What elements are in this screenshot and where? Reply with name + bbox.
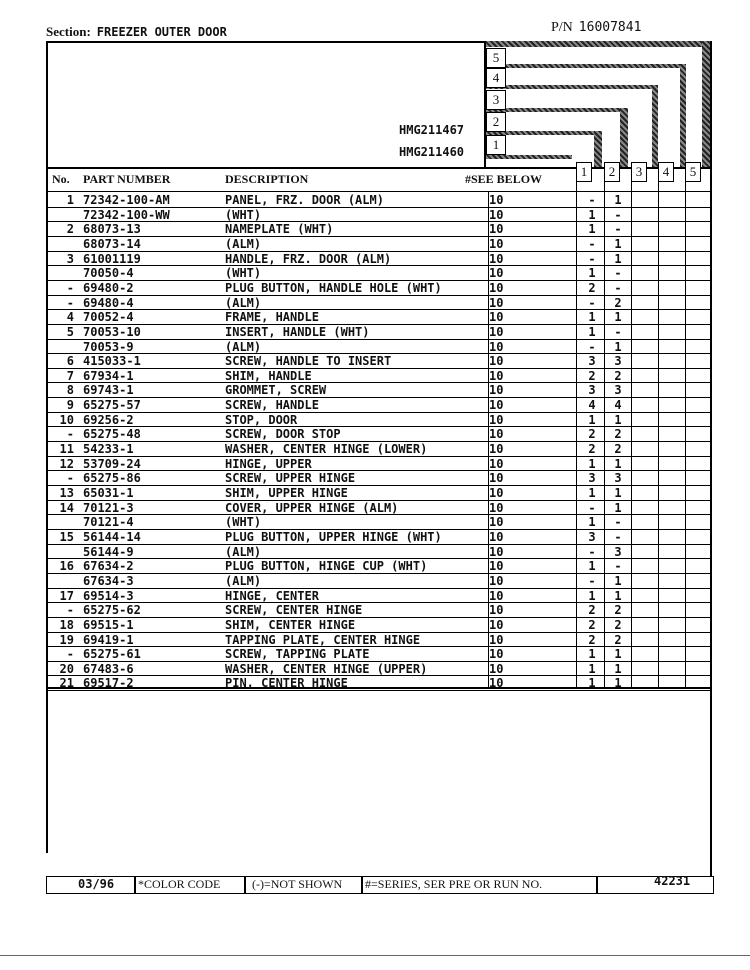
row-part-number: 70050-4 <box>83 266 134 281</box>
section-title <box>46 24 227 40</box>
row-part-number: 69743-1 <box>83 383 134 398</box>
row-description: SCREW, HANDLE TO INSERT <box>225 354 392 369</box>
row-number: 19 <box>59 632 74 647</box>
row-model-2-qty: 1 <box>614 573 622 588</box>
row-see-below: 10 <box>489 354 504 369</box>
row-see-below: 10 <box>489 617 504 632</box>
row-description: PLUG BUTTON, HANDLE HOLE (WHT) <box>225 280 442 295</box>
row-model-2-qty: 1 <box>614 412 622 427</box>
row-model-1-qty: 1 <box>588 207 596 222</box>
row-part-number: 65275-62 <box>83 603 141 618</box>
row-part-number: 70053-10 <box>83 324 141 339</box>
row-description: PANEL, FRZ. DOOR (ALM) <box>225 193 384 207</box>
row-description: COVER, UPPER HINGE (ALM) <box>225 500 399 515</box>
row-model-1-qty: - <box>588 295 596 310</box>
row-see-below: 10 <box>489 251 504 266</box>
row-model-2-qty: 1 <box>614 339 622 354</box>
row-description: SCREW, CENTER HINGE <box>225 603 363 618</box>
row-separator <box>46 675 710 676</box>
footer-doc-number: 42231 <box>654 874 691 888</box>
row-part-number: 68073-13 <box>83 222 141 237</box>
row-see-below: 10 <box>489 442 504 457</box>
column-box-1: 1 <box>576 162 592 182</box>
row-separator <box>46 382 710 383</box>
row-part-number: 54233-1 <box>83 442 134 457</box>
row-see-below: 10 <box>489 193 504 207</box>
row-see-below: 10 <box>489 295 504 310</box>
row-model-2-qty: 3 <box>614 354 622 369</box>
row-part-number: 65275-86 <box>83 471 141 486</box>
row-number: - <box>66 471 74 486</box>
row-model-2-qty: 1 <box>614 310 622 325</box>
row-see-below: 10 <box>489 456 504 471</box>
row-number: 10 <box>59 412 74 427</box>
row-see-below: 10 <box>489 500 504 515</box>
row-part-number: 67634-2 <box>83 559 134 574</box>
row-model-1-qty: 3 <box>588 354 596 369</box>
row-number: 18 <box>59 617 74 632</box>
row-model-1-qty: 1 <box>588 588 596 603</box>
header-no: No. <box>52 172 70 186</box>
row-part-number: 72342-100-AM <box>83 193 170 207</box>
row-part-number: 61001119 <box>83 251 141 266</box>
row-model-1-qty: 3 <box>588 383 596 398</box>
row-part-number: 56144-9 <box>83 544 134 559</box>
row-description: SCREW, HANDLE <box>225 398 319 413</box>
row-description: PLUG BUTTON, HINGE CUP (WHT) <box>225 559 428 574</box>
row-part-number: 69515-1 <box>83 617 134 632</box>
row-separator <box>46 368 710 369</box>
row-separator <box>46 485 710 486</box>
row-description: (ALM) <box>225 544 262 559</box>
row-see-below: 10 <box>489 603 504 618</box>
row-see-below: 10 <box>489 647 504 662</box>
row-description: SHIM, HANDLE <box>225 368 312 383</box>
row-see-below: 10 <box>489 588 504 603</box>
footer-series: #=SERIES, SER PRE OR RUN NO. <box>365 877 543 891</box>
footer-divider-1 <box>134 876 136 894</box>
section-label: Section: <box>46 24 91 39</box>
row-see-below: 10 <box>489 573 504 588</box>
row-model-2-qty: - <box>614 207 622 222</box>
footer-color-code: *COLOR CODE <box>138 877 221 891</box>
row-part-number: 65275-48 <box>83 427 141 442</box>
row-model-1-qty: 3 <box>588 529 596 544</box>
row-see-below: 10 <box>489 529 504 544</box>
row-see-below: 10 <box>489 280 504 295</box>
column-box-4: 4 <box>658 162 674 182</box>
row-part-number: 67483-6 <box>83 661 134 676</box>
row-model-2-qty: 1 <box>614 647 622 662</box>
column-box-2: 2 <box>604 162 620 182</box>
row-separator <box>46 265 710 266</box>
row-see-below: 10 <box>489 324 504 339</box>
footer-divider-2 <box>244 876 246 894</box>
model-stair-2v <box>620 108 628 167</box>
row-model-2-qty: 1 <box>614 236 622 251</box>
row-model-1-qty: 1 <box>588 647 596 662</box>
row-separator <box>46 456 710 457</box>
row-description: (WHT) <box>225 266 262 281</box>
row-part-number: 70053-9 <box>83 339 134 354</box>
row-see-below: 10 <box>489 339 504 354</box>
row-see-below: 10 <box>489 383 504 398</box>
row-part-number: 67634-3 <box>83 573 134 588</box>
row-model-2-qty: 2 <box>614 427 622 442</box>
row-description: PLUG BUTTON, UPPER HINGE (WHT) <box>225 529 442 544</box>
row-description: (ALM) <box>225 295 262 310</box>
row-separator <box>46 573 710 574</box>
row-model-2-qty: - <box>614 515 622 530</box>
row-number: 6 <box>66 354 74 369</box>
row-model-1-qty: 2 <box>588 368 596 383</box>
row-separator <box>46 544 710 545</box>
row-model-2-qty: 1 <box>614 456 622 471</box>
row-model-2-qty: 4 <box>614 398 622 413</box>
row-model-2-qty: 1 <box>614 193 622 207</box>
row-description: PIN, CENTER HINGE <box>225 676 348 691</box>
row-model-1-qty: 1 <box>588 486 596 500</box>
row-number: 7 <box>66 368 74 383</box>
row-number: 16 <box>59 559 74 574</box>
row-description: (ALM) <box>225 573 262 588</box>
row-model-2-qty: 1 <box>614 486 622 500</box>
row-number: 13 <box>59 486 74 500</box>
row-model-1-qty: - <box>588 251 596 266</box>
row-separator <box>46 470 710 471</box>
row-description: HINGE, CENTER <box>225 588 319 603</box>
row-description: SCREW, UPPER HINGE <box>225 471 356 486</box>
row-see-below: 10 <box>489 515 504 530</box>
row-see-below: 10 <box>489 471 504 486</box>
row-model-2-qty: 2 <box>614 442 622 457</box>
row-model-2-qty: 1 <box>614 661 622 676</box>
column-box-3: 3 <box>631 162 647 182</box>
model-box-4: 4 <box>486 68 506 88</box>
row-model-1-qty: 2 <box>588 617 596 632</box>
row-model-1-qty: 1 <box>588 222 596 237</box>
row-part-number: 69256-2 <box>83 412 134 427</box>
footer-divider-4 <box>596 876 598 894</box>
model-stair-1v <box>594 131 602 167</box>
row-separator <box>46 295 710 296</box>
row-model-2-qty: - <box>614 280 622 295</box>
row-part-number: 67934-1 <box>83 368 134 383</box>
row-number: 8 <box>66 383 74 398</box>
row-separator <box>46 221 710 222</box>
row-part-number: 70121-3 <box>83 500 134 515</box>
row-see-below: 10 <box>489 486 504 500</box>
row-number: 20 <box>59 661 74 676</box>
row-model-2-qty: - <box>614 222 622 237</box>
row-description: (WHT) <box>225 515 262 530</box>
row-model-2-qty: - <box>614 266 622 281</box>
row-number: - <box>66 280 74 295</box>
row-number: 3 <box>66 251 74 266</box>
row-model-1-qty: 1 <box>588 310 596 325</box>
row-model-1-qty: 2 <box>588 442 596 457</box>
row-separator <box>46 588 710 589</box>
row-separator <box>46 602 710 603</box>
row-number: - <box>66 647 74 662</box>
row-model-1-qty: 1 <box>588 676 596 691</box>
row-part-number: 70052-4 <box>83 310 134 325</box>
row-model-2-qty: 1 <box>614 588 622 603</box>
row-description: (WHT) <box>225 207 262 222</box>
row-model-1-qty: 1 <box>588 266 596 281</box>
row-model-1-qty: - <box>588 236 596 251</box>
row-description: (ALM) <box>225 236 262 251</box>
row-number: 4 <box>66 310 74 325</box>
row-separator <box>46 690 710 691</box>
row-model-1-qty: - <box>588 193 596 207</box>
row-model-1-qty: 1 <box>588 661 596 676</box>
row-model-1-qty: - <box>588 339 596 354</box>
row-number: - <box>66 603 74 618</box>
row-model-2-qty: 1 <box>614 500 622 515</box>
footer-date: 03/96 <box>78 877 115 891</box>
row-description: SHIM, CENTER HINGE <box>225 617 356 632</box>
row-see-below: 10 <box>489 661 504 676</box>
row-see-below: 10 <box>489 310 504 325</box>
row-separator <box>46 236 710 237</box>
row-description: WASHER, CENTER HINGE (UPPER) <box>225 661 428 676</box>
header-description: DESCRIPTION <box>225 172 309 186</box>
model-stair-3 <box>484 85 656 89</box>
row-see-below: 10 <box>489 222 504 237</box>
row-model-2-qty: - <box>614 559 622 574</box>
row-model-1-qty: 3 <box>588 471 596 486</box>
row-number: 12 <box>59 456 74 471</box>
header-bottom <box>46 191 710 192</box>
row-separator <box>46 426 710 427</box>
row-see-below: 10 <box>489 266 504 281</box>
row-part-number: 65275-57 <box>83 398 141 413</box>
row-description: FRAME, HANDLE <box>225 310 319 325</box>
row-description: SCREW, TAPPING PLATE <box>225 647 370 662</box>
model-box-2: 2 <box>486 112 506 132</box>
row-part-number: 72342-100-WW <box>83 207 170 222</box>
row-separator <box>46 339 710 340</box>
row-model-2-qty: - <box>614 529 622 544</box>
model-stair-3v <box>652 85 658 167</box>
row-number: - <box>66 427 74 442</box>
row-model-2-qty: 1 <box>614 251 622 266</box>
row-model-2-qty: 2 <box>614 295 622 310</box>
row-see-below: 10 <box>489 368 504 383</box>
row-model-2-qty: - <box>614 324 622 339</box>
row-number: 1 <box>66 193 74 207</box>
row-model-1-qty: 1 <box>588 456 596 471</box>
model-label-2: HMG211467 <box>399 123 465 137</box>
row-model-2-qty: 3 <box>614 544 622 559</box>
row-model-1-qty: 1 <box>588 515 596 530</box>
row-model-1-qty: 2 <box>588 427 596 442</box>
row-separator <box>46 514 710 515</box>
row-model-1-qty: - <box>588 573 596 588</box>
row-see-below: 10 <box>489 398 504 413</box>
row-see-below: 10 <box>489 544 504 559</box>
row-model-2-qty: 2 <box>614 617 622 632</box>
model-label-1: HMG211460 <box>399 145 465 159</box>
row-see-below: 10 <box>489 207 504 222</box>
model-stair-4 <box>484 64 684 68</box>
row-model-1-qty: 2 <box>588 280 596 295</box>
row-model-1-qty: 4 <box>588 398 596 413</box>
row-description: NAMEPLATE (WHT) <box>225 222 334 237</box>
row-description: GROMMET, SCREW <box>225 383 327 398</box>
row-number: 14 <box>59 500 74 515</box>
row-model-1-qty: - <box>588 544 596 559</box>
row-part-number: 70121-4 <box>83 515 134 530</box>
row-model-1-qty: 1 <box>588 559 596 574</box>
row-part-number: 65275-61 <box>83 647 141 662</box>
row-part-number: 415033-1 <box>83 354 141 369</box>
row-number: 17 <box>59 588 74 603</box>
row-number: 2 <box>66 222 74 237</box>
row-part-number: 69514-3 <box>83 588 134 603</box>
row-description: SCREW, DOOR STOP <box>225 427 341 442</box>
row-number: 21 <box>59 676 74 691</box>
row-model-2-qty: 2 <box>614 603 622 618</box>
pn-label: P/N <box>551 20 573 35</box>
row-description: INSERT, HANDLE (WHT) <box>225 324 370 339</box>
header-part-number: PART NUMBER <box>83 172 171 186</box>
row-description: (ALM) <box>225 339 262 354</box>
row-number: 5 <box>66 324 74 339</box>
row-description: HANDLE, FRZ. DOOR (ALM) <box>225 251 392 266</box>
row-separator <box>46 646 710 647</box>
model-box-1: 1 <box>486 135 506 155</box>
row-part-number: 69517-2 <box>83 676 134 691</box>
row-part-number: 68073-14 <box>83 236 141 251</box>
header-see-below: #SEE BELOW <box>465 172 543 186</box>
footer-divider-3 <box>361 876 363 894</box>
row-description: TAPPING PLATE, CENTER HINGE <box>225 632 421 647</box>
row-model-2-qty: 1 <box>614 676 622 691</box>
row-separator <box>46 309 710 310</box>
row-separator <box>46 397 710 398</box>
row-model-1-qty: 1 <box>588 324 596 339</box>
row-part-number: 53709-24 <box>83 456 141 471</box>
row-number: - <box>66 295 74 310</box>
row-model-1-qty: 2 <box>588 632 596 647</box>
model-stair-4v <box>680 64 686 167</box>
row-description: STOP, DOOR <box>225 412 298 427</box>
row-description: HINGE, UPPER <box>225 456 312 471</box>
row-model-1-qty: 1 <box>588 412 596 427</box>
part-number-header <box>551 20 641 36</box>
row-model-2-qty: 3 <box>614 471 622 486</box>
row-part-number: 69480-4 <box>83 295 134 310</box>
model-box-3: 3 <box>486 90 506 110</box>
row-model-2-qty: 2 <box>614 632 622 647</box>
row-separator <box>46 412 710 413</box>
row-model-1-qty: - <box>588 500 596 515</box>
row-see-below: 10 <box>489 559 504 574</box>
model-box-5: 5 <box>486 48 506 68</box>
row-see-below: 10 <box>489 412 504 427</box>
row-see-below: 10 <box>489 676 504 691</box>
footer-not-shown: (-)=NOT SHOWN <box>252 877 343 891</box>
row-number: 11 <box>59 442 74 457</box>
model-stair-base <box>484 155 572 159</box>
row-see-below: 10 <box>489 236 504 251</box>
row-number: 15 <box>59 529 74 544</box>
row-part-number: 65031-1 <box>83 486 134 500</box>
row-see-below: 10 <box>489 632 504 647</box>
model-stair-top <box>484 41 710 47</box>
row-see-below: 10 <box>489 427 504 442</box>
row-model-2-qty: 3 <box>614 383 622 398</box>
page-bottom-rule <box>0 955 750 956</box>
row-model-1-qty: 2 <box>588 603 596 618</box>
row-part-number: 69480-2 <box>83 280 134 295</box>
row-description: WASHER, CENTER HINGE (LOWER) <box>225 442 428 457</box>
model-stair-right <box>702 41 710 167</box>
pn-value: 16007841 <box>578 20 642 35</box>
section-name: FREEZER OUTER DOOR <box>96 25 227 39</box>
row-part-number: 56144-14 <box>83 529 141 544</box>
row-model-2-qty: 2 <box>614 368 622 383</box>
row-description: SHIM, UPPER HINGE <box>225 486 348 500</box>
row-part-number: 69419-1 <box>83 632 134 647</box>
row-separator <box>46 617 710 618</box>
column-box-5: 5 <box>685 162 701 182</box>
row-number: 9 <box>66 398 74 413</box>
row-separator <box>46 324 710 325</box>
